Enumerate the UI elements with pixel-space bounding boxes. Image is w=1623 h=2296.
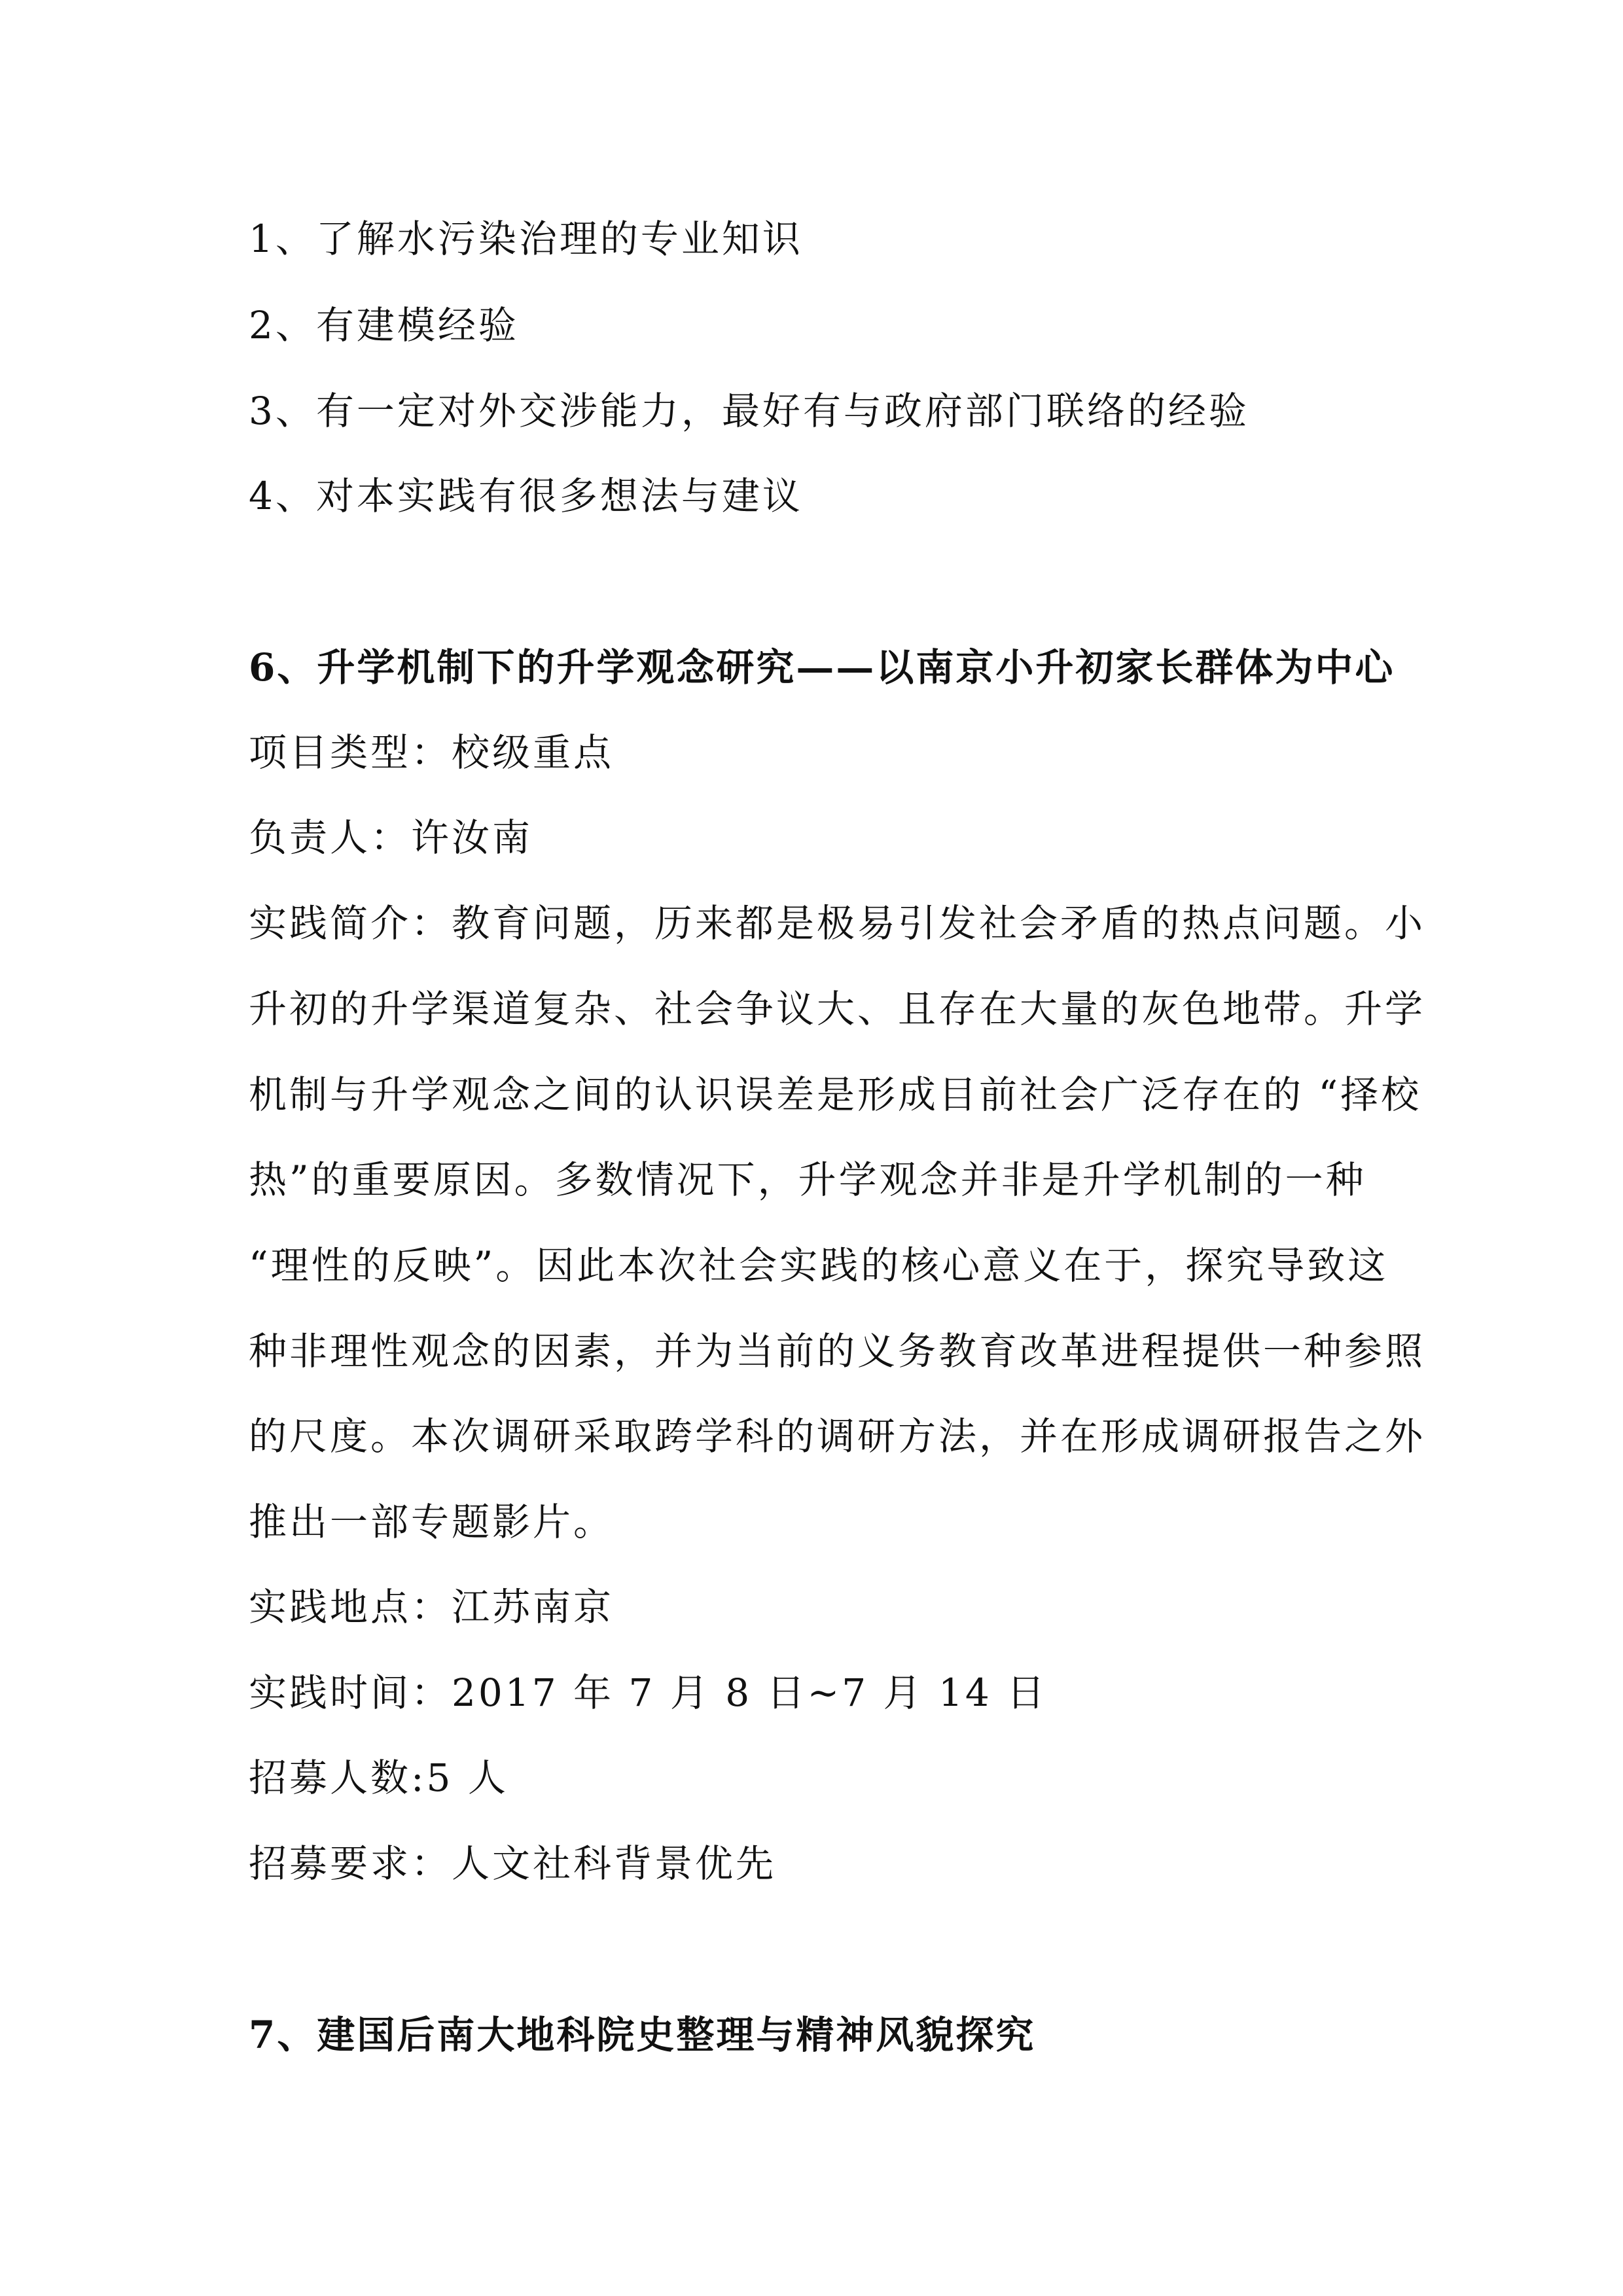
project-7-title: 7、建国后南大地科院史整理与精神风貌探究 [249, 2013, 1036, 2057]
requirement-item-3: 3、有一定对外交涉能力，最好有与政府部门联络的经验 [249, 389, 1249, 433]
requirement-item-1: 1、了解水污染治理的专业知识 [249, 217, 803, 261]
project-6-recruit-requirement: 招募要求：人文社科背景优先 [249, 1841, 777, 1886]
project-6-location: 实践地点：江苏南京 [249, 1585, 615, 1629]
project-6-title: 6、升学机制下的升学观念研究——以南京小升初家长群体为中心 [249, 645, 1395, 690]
project-6-intro-line-1: 实践简介：教育问题，历来都是极易引发社会矛盾的热点问题。小 [249, 901, 1426, 945]
project-6-intro-line-7: 的尺度。本次调研采取跨学科的调研方法，并在形成调研报告之外 [249, 1414, 1426, 1458]
project-6-leader: 负责人：许汝南 [249, 815, 533, 860]
requirement-item-2: 2、有建模经验 [249, 303, 519, 347]
project-6-intro-line-4: 热”的重要原因。多数情况下，升学观念并非是升学机制的一种 [249, 1157, 1366, 1202]
project-6-recruit-count: 招募人数:5 人 [249, 1756, 508, 1800]
project-6-intro-line-5: “理性的反映”。因此本次社会实践的核心意义在于，探究导致这 [249, 1243, 1389, 1288]
project-6-intro-line-6: 种非理性观念的因素，并为当前的义务教育改革进程提供一种参照 [249, 1329, 1426, 1373]
project-6-type: 项目类型：校级重点 [249, 730, 615, 775]
requirement-item-4: 4、对本实践有很多想法与建议 [249, 474, 803, 518]
project-6-intro-line-2: 升初的升学渠道复杂、社会争议大、且存在大量的灰色地带。升学 [249, 987, 1426, 1031]
project-6-intro-line-3: 机制与升学观念之间的认识误差是形成目前社会广泛存在的 “择校 [249, 1072, 1422, 1117]
project-6-intro-line-8: 推出一部专题影片。 [249, 1500, 615, 1544]
project-6-time: 实践时间：2017 年 7 月 8 日~7 月 14 日 [249, 1670, 1048, 1715]
